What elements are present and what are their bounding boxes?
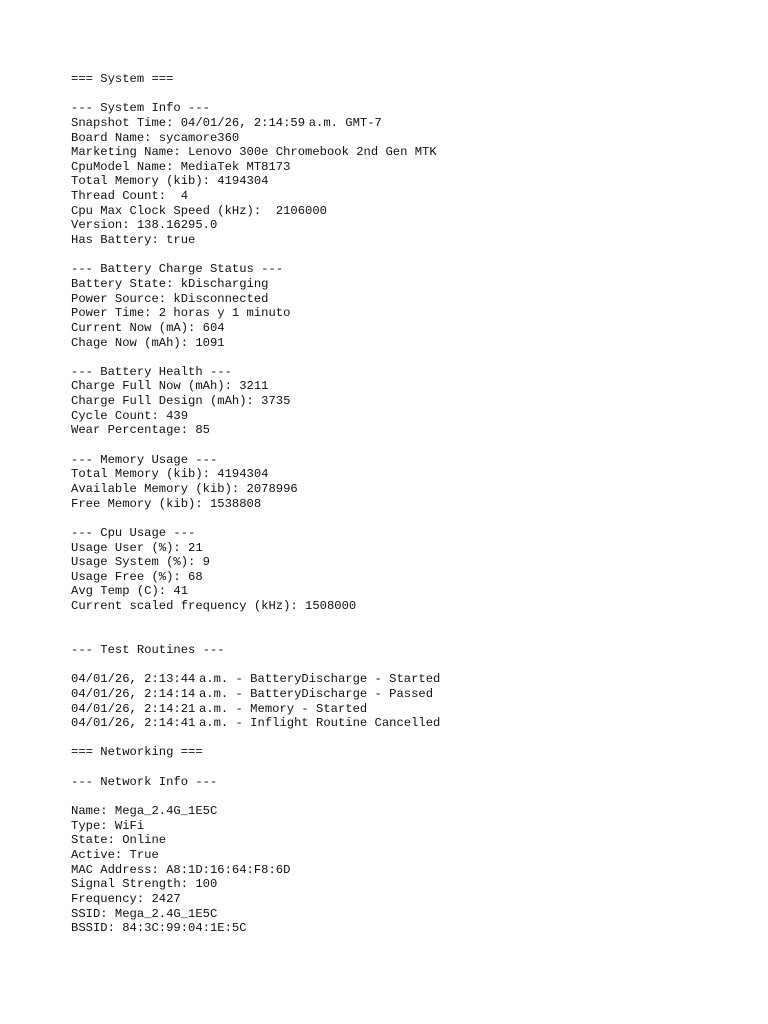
log-line: Avg Temp (C): 41 [71,584,189,599]
log-line: 04/01/26, 2:14:21 a.m. - Memory - Started [71,701,368,716]
log-line: 04/01/26, 2:13:44 a.m. - BatteryDischarge - Started [71,672,441,687]
log-line: Wear Percentage: 85 [71,423,210,438]
log-line: Usage System (%): 9 [71,555,210,570]
log-line: 04/01/26, 2:14:41 a.m. - Inflight Routine Cancelled [71,716,441,731]
log-line: Total Memory (kib): 4194304 [71,174,269,189]
log-line: Power Time: 2 horas y 1 minuto [71,306,291,321]
subsection-heading: --- Battery Health --- [71,364,232,379]
log-line: Chage Now (mAh): 1091 [71,335,225,350]
log-line: CpuModel Name: MediaTek MT8173 [71,159,291,174]
log-line: Frequency: 2427 [71,891,181,906]
log-line: 04/01/26, 2:14:14 a.m. - BatteryDischarge - Passed [71,686,434,701]
subsection-heading: --- Battery Charge Status --- [71,262,284,277]
log-line: Free Memory (kib): 1538808 [71,496,262,511]
log-line: Active: True [71,847,159,862]
log-line: Power Source: kDisconnected [71,291,269,306]
log-line: BSSID: 84:3C:99:04:1E:5C [71,921,247,936]
blank-line [71,628,751,643]
log-line: Usage User (%): 21 [71,540,203,555]
log-line: Charge Full Now (mAh): 3211 [71,379,269,394]
log-line: Cpu Max Clock Speed (kHz): 2106000 [71,203,327,218]
log-line: Board Name: sycamore360 [71,130,240,145]
log-line: Current Now (mA): 604 [71,320,225,335]
log-line: Battery State: kDischarging [71,276,269,291]
log-line: Snapshot Time: 04/01/26, 2:14:59 a.m. GMT-7 [71,115,382,130]
blank-line [71,511,751,526]
blank-line [71,658,751,673]
log-line: Marketing Name: Lenovo 300e Chromebook 2nd Gen MTK [71,145,437,160]
log-line: Has Battery: true [71,233,196,248]
subsection-heading: --- Test Routines --- [71,642,225,657]
log-line: Available Memory (kib): 2078996 [71,481,298,496]
blank-line [71,87,751,102]
log-line: Current scaled frequency (kHz): 1508000 [71,599,357,614]
section-heading: === Networking === [71,745,203,760]
log-line: Name: Mega_2.4G_1E5C [71,804,218,819]
log-line: Version: 138.16295.0 [71,218,218,233]
blank-line [71,614,751,629]
diagnostics-log-text [71,72,751,936]
subsection-heading: --- Network Info --- [71,774,218,789]
log-line: SSID: Mega_2.4G_1E5C [71,906,218,921]
blank-line [71,789,751,804]
log-line: Usage Free (%): 68 [71,569,203,584]
log-line: Signal Strength: 100 [71,877,218,892]
blank-line [71,248,751,263]
section-heading: === System === [71,72,174,86]
log-line: Charge Full Design (mAh): 3735 [71,394,291,409]
blank-line [71,731,751,746]
log-line: MAC Address: A8:1D:16:64:F8:6D [71,862,291,877]
blank-line [71,438,751,453]
log-line: Cycle Count: 439 [71,408,189,423]
blank-line [71,760,751,775]
log-line: State: Online [71,833,167,848]
blank-line [71,350,751,365]
log-line: Thread Count: 4 [71,189,189,204]
subsection-heading: --- Memory Usage --- [71,452,218,467]
subsection-heading: --- System Info --- [71,101,210,116]
log-line: Total Memory (kib): 4194304 [71,467,269,482]
subsection-heading: --- Cpu Usage --- [71,525,196,540]
log-line: Type: WiFi [71,818,145,833]
